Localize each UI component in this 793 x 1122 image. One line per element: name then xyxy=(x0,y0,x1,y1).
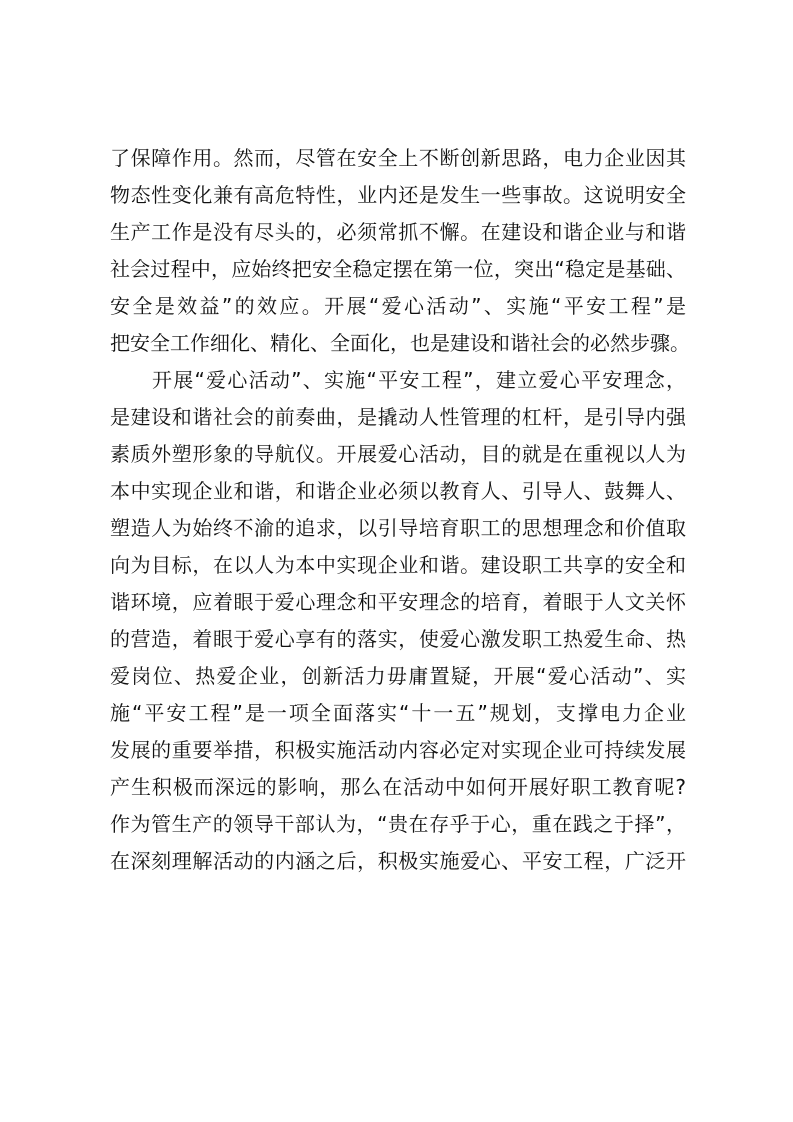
text-line: 物态性变化兼有高危特性，业内还是发生一些事故。这说明安全 xyxy=(110,183,686,207)
text-line: 产生积极而深远的影响，那么在活动中如何开展好职工教育呢? xyxy=(110,775,686,799)
text-line: 谐环境，应着眼于爱心理念和平安理念的培育，着眼于人文关怀 xyxy=(110,590,686,614)
document-page xyxy=(110,140,690,880)
text-line: 作为管生产的领导干部认为，“贵在存乎于心，重在践之于择”， xyxy=(110,812,686,836)
text-line: 爱岗位、热爱企业，创新活力毋庸置疑，开展“爱心活动”、实 xyxy=(110,664,686,688)
text-line: 是建设和谐社会的前奏曲，是撬动人性管理的杠杆，是引导内强 xyxy=(110,405,686,429)
text-line: 的营造，着眼于爱心享有的落实，使爱心激发职工热爱生命、热 xyxy=(110,627,686,651)
text-line: 素质外塑形象的导航仪。开展爱心活动，目的就是在重视以人为 xyxy=(110,442,686,466)
text-line: 生产工作是没有尽头的，必须常抓不懈。在建设和谐企业与和谐 xyxy=(110,220,686,244)
text-line: 社会过程中，应始终把安全稳定摆在第一位，突出“稳定是基础、 xyxy=(110,257,686,281)
text-line: 施“平安工程”是一项全面落实“十一五”规划，支撑电力企业 xyxy=(110,701,686,725)
text-line: 了保障作用。然而，尽管在安全上不断创新思路，电力企业因其 xyxy=(110,146,686,170)
text-line: 在深刻理解活动的内涵之后，积极实施爱心、平安工程，广泛开 xyxy=(110,849,686,873)
text-line: 安全是效益”的效应。开展“爱心活动”、实施“平安工程”是 xyxy=(110,294,686,318)
text-line: 塑造人为始终不渝的追求，以引导培育职工的思想理念和价值取 xyxy=(110,516,686,540)
text-line: 本中实现企业和谐，和谐企业必须以教育人、引导人、鼓舞人、 xyxy=(110,479,686,503)
text-line: 把安全工作细化、精化、全面化，也是建设和谐社会的必然步骤。 xyxy=(110,331,690,355)
text-line: 向为目标，在以人为本中实现企业和谐。建设职工共享的安全和 xyxy=(110,553,686,577)
text-line: 开展“爱心活动”、实施“平安工程”，建立爱心平安理念， xyxy=(152,368,686,392)
text-line: 发展的重要举措，积极实施活动内容必定对实现企业可持续发展 xyxy=(110,738,686,762)
